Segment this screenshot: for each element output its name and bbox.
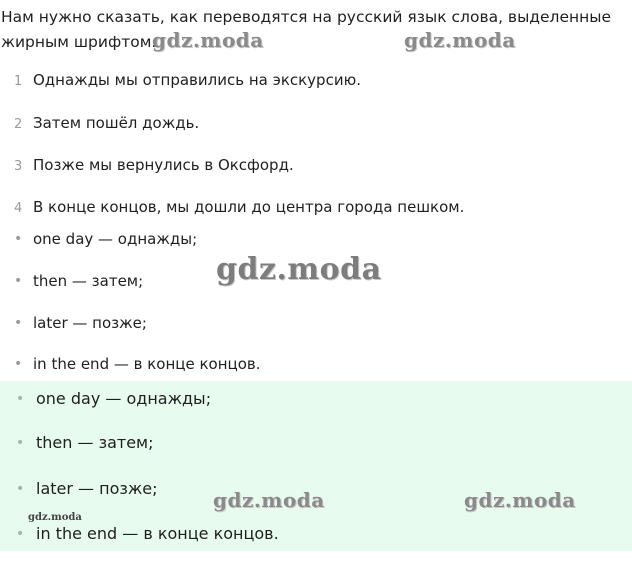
bullet-icon: • xyxy=(14,315,23,331)
translation-item xyxy=(14,314,147,332)
item-number: 2 xyxy=(14,117,23,132)
watermark: gdz.moda xyxy=(216,252,382,287)
answer-item xyxy=(16,433,154,452)
intro-paragraph: Нам нужно сказать, как переводятся на русский язык слова, выделенные жирным шрифтом. xyxy=(1,8,612,51)
watermark: gdz.moda xyxy=(404,28,516,52)
watermark: gdz.moda xyxy=(213,488,325,512)
bullet-icon: • xyxy=(16,525,25,542)
translation-item xyxy=(14,272,143,290)
answer-text: then — затем; xyxy=(36,433,154,452)
item-text: Позже мы вернулись в Оксфорд. xyxy=(33,156,294,174)
item-text: Однажды мы отправились на экскурсию. xyxy=(33,71,361,89)
answer-text: one day — однажды; xyxy=(36,389,212,408)
bullet-icon: • xyxy=(14,356,23,372)
bullet-icon: • xyxy=(14,231,23,247)
translation-item xyxy=(14,230,197,248)
bullet-icon: • xyxy=(16,434,25,451)
bullet-icon: • xyxy=(14,273,23,289)
list-item xyxy=(14,114,199,132)
item-number: 1 xyxy=(14,74,23,89)
watermark: gdz.moda xyxy=(152,28,264,52)
watermark: gdz.moda xyxy=(28,512,82,523)
item-number: 4 xyxy=(14,201,23,216)
bullet-icon: • xyxy=(16,480,25,497)
list-item xyxy=(14,71,361,89)
item-number: 3 xyxy=(14,159,23,174)
answer-item xyxy=(16,524,279,543)
answer-text: later — позже; xyxy=(36,479,158,498)
translation-text: later — позже; xyxy=(33,314,147,332)
translation-text: then — затем; xyxy=(33,272,144,290)
answer-item xyxy=(16,479,158,498)
answer-box xyxy=(0,381,632,551)
item-text: Затем пошёл дождь. xyxy=(33,114,200,132)
watermark: gdz.moda xyxy=(464,488,576,512)
translation-item xyxy=(14,355,261,373)
bullet-icon: • xyxy=(16,390,25,407)
answer-item xyxy=(16,389,211,408)
item-text: В конце концов, мы дошли до центра города пешком. xyxy=(33,198,465,216)
translation-text: one day — однажды; xyxy=(33,230,198,248)
list-item xyxy=(14,156,294,174)
list-item xyxy=(14,198,464,216)
translation-text: in the end — в конце концов. xyxy=(33,355,261,373)
answer-text: in the end — в конце концов. xyxy=(36,524,279,543)
